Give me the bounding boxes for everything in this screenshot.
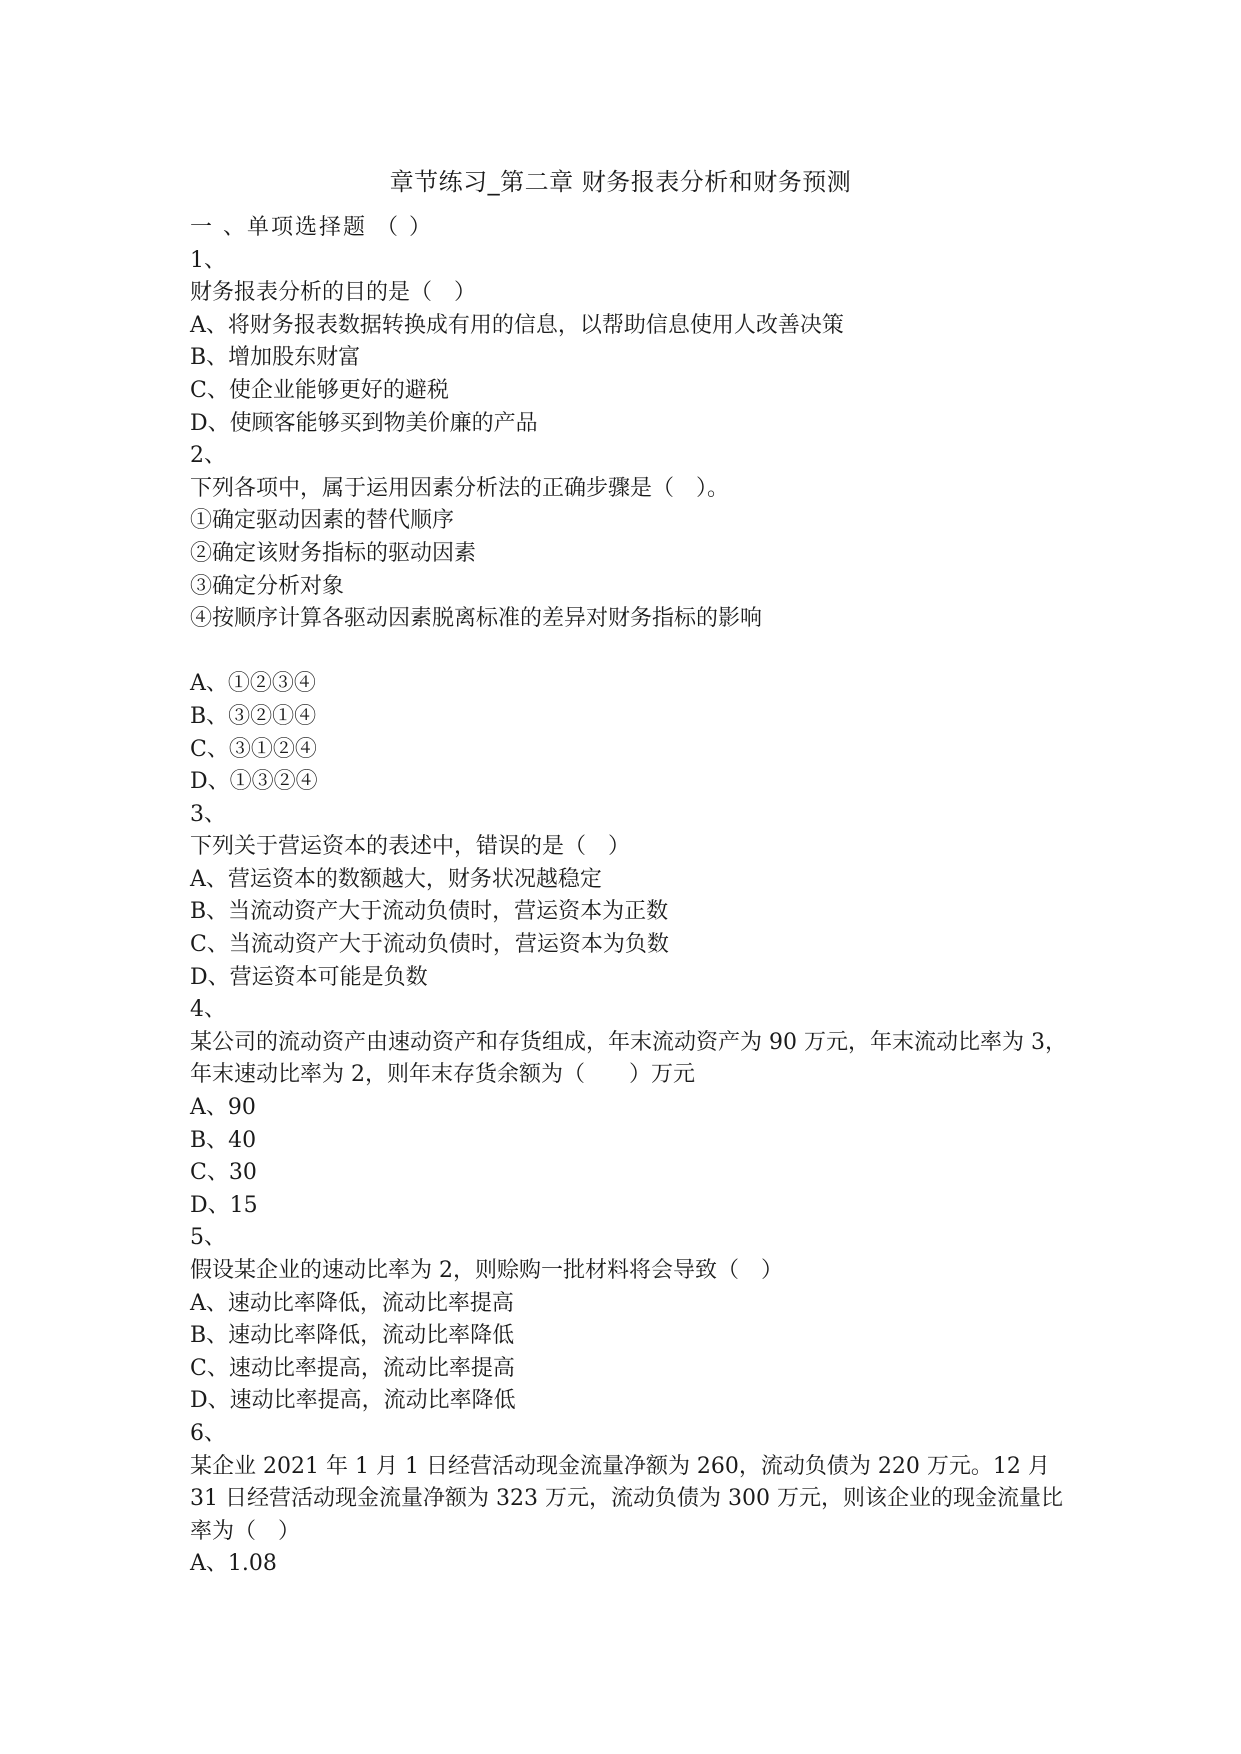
option-b: B、速动比率降低，流动比率降低 [190, 1323, 515, 1349]
document-title: 章节练习_第二章 财务报表分析和财务预测 [389, 168, 852, 196]
option-a: A、将财务报表数据转换成有用的信息，以帮助信息使用人改善决策 [190, 312, 844, 338]
question-number: 4、 [190, 997, 226, 1023]
step-4: ④按顺序计算各驱动因素脱离标准的差异对财务指标的影响 [190, 606, 763, 632]
blank-line [190, 636, 1070, 669]
question-stem: 某企业 2021 年 1 月 1 日经营活动现金流量净额为 260，流动负债为 220 万元。12 月 31 日经营活动现金流量净额为 323 万元，流动负债为 300 万元，则该企业的现金流量比率为（ ） [190, 1453, 1063, 1544]
option-b: B、当流动资产大于流动负债时，营运资本为正数 [190, 899, 669, 925]
step-3: ③确定分析对象 [190, 573, 345, 599]
question-number: 3、 [190, 801, 226, 827]
question-stem: 财务报表分析的目的是（ ） [190, 280, 477, 306]
option-d: D、营运资本可能是负数 [190, 964, 428, 990]
document-body [190, 212, 1070, 1581]
question-stem: 假设某企业的速动比率为 2，则赊购一批材料将会导致（ ） [190, 1258, 783, 1283]
question-3 [190, 799, 1070, 995]
option-c: C、当流动资产大于流动负债时，营运资本为负数 [190, 932, 669, 958]
question-number: 1、 [190, 247, 226, 273]
option-a: A、90 [190, 1095, 256, 1121]
question-number: 6、 [190, 1420, 226, 1446]
question-6 [190, 1418, 1070, 1581]
question-stem: 下列关于营运资本的表述中，错误的是（ ） [190, 834, 631, 860]
question-number: 5、 [190, 1225, 226, 1251]
question-2 [190, 440, 1070, 799]
option-c: C、30 [190, 1160, 257, 1186]
option-b: B、40 [190, 1127, 257, 1153]
option-c: C、③①②④ [190, 736, 317, 762]
question-stem: 某公司的流动资产由速动资产和存货组成，年末流动资产为 90 万元，年末流动比率为 3，年末速动比率为 2，则年末存货余额为（ ）万元 [190, 1029, 1067, 1088]
option-b: B、③②①④ [190, 703, 317, 729]
step-1: ①确定驱动因素的替代顺序 [190, 508, 455, 534]
option-a: A、①②③④ [190, 671, 316, 697]
question-4 [190, 994, 1070, 1222]
option-c: C、速动比率提高，流动比率提高 [190, 1355, 515, 1381]
option-b: B、增加股东财富 [190, 345, 361, 371]
question-1 [190, 245, 1070, 441]
question-5 [190, 1222, 1070, 1418]
option-d: D、速动比率提高，流动比率降低 [190, 1388, 516, 1414]
option-a: A、1.08 [190, 1551, 277, 1577]
step-2: ②确定该财务指标的驱动因素 [190, 540, 477, 566]
option-a: A、营运资本的数额越大，财务状况越稳定 [190, 866, 602, 892]
option-d: D、使顾客能够买到物美价廉的产品 [190, 410, 538, 436]
question-stem: 下列各项中，属于运用因素分析法的正确步骤是（ ）。 [190, 475, 730, 501]
section-heading: 一 、单项选择题 （ ） [190, 215, 433, 240]
question-number: 2、 [190, 443, 226, 469]
option-d: D、①③②④ [190, 769, 318, 795]
option-a: A、速动比率降低，流动比率提高 [190, 1290, 514, 1316]
option-d: D、15 [190, 1192, 258, 1218]
option-c: C、使企业能够更好的避税 [190, 377, 449, 403]
